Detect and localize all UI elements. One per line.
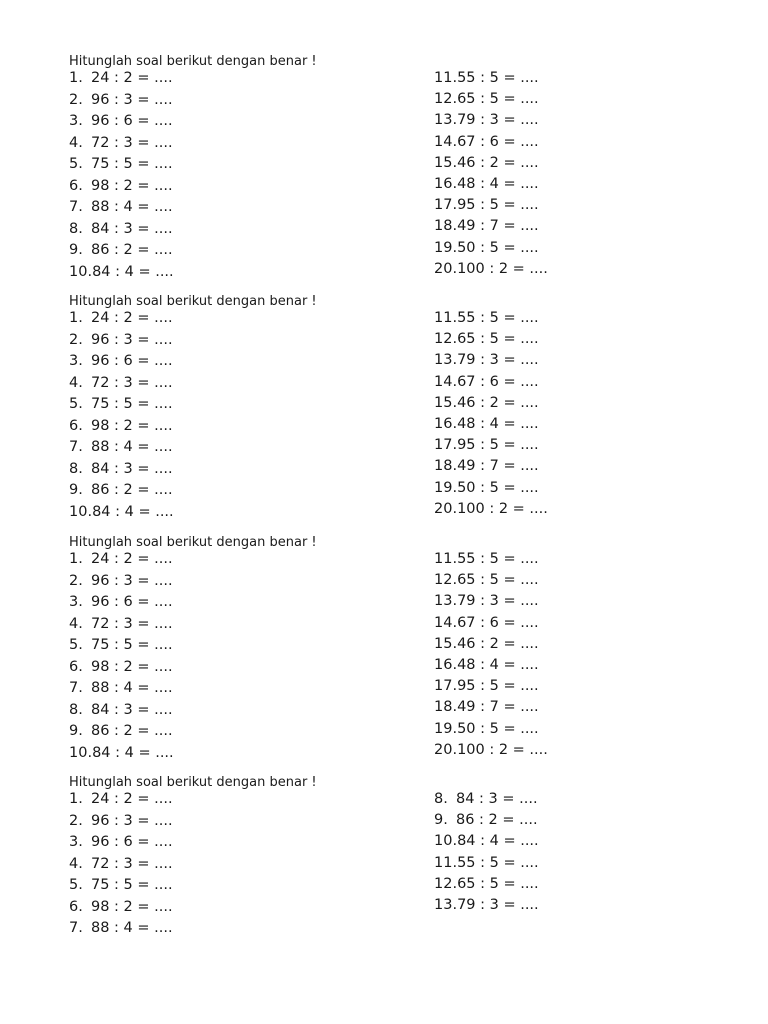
problem-number: 19. — [434, 479, 458, 496]
problem-expression: 67 : 6 = .... — [457, 614, 539, 631]
problem-item — [69, 330, 174, 352]
problem-number: 12. — [434, 91, 458, 108]
problem-expression: 55 : 5 = .... — [457, 310, 539, 326]
problem-number: 15. — [434, 635, 458, 652]
problem-expression: 96 : 6 = .... — [91, 113, 173, 129]
problem-expression: 46 : 2 = .... — [457, 635, 539, 652]
problem-expression: 55 : 5 = .... — [457, 551, 539, 567]
problem-number: 3. — [69, 113, 83, 129]
problem-number: 20. — [434, 500, 458, 517]
problem-number: 16. — [434, 656, 458, 673]
problem-expression: 84 : 3 = .... — [456, 791, 538, 807]
problem-number: 1. — [69, 70, 83, 86]
problem-expression: 84 : 4 = .... — [92, 744, 174, 761]
problem-number: 11. — [434, 70, 458, 86]
problem-expression: 48 : 4 = .... — [457, 415, 539, 432]
problem-number: 3. — [69, 594, 83, 610]
block-title: Hitunglah soal berikut dengan benar ! — [69, 535, 317, 550]
problem-number: 4. — [69, 855, 83, 872]
problem-item — [69, 657, 174, 679]
problem-item — [434, 789, 539, 810]
problem-column-left — [69, 789, 173, 940]
problem-number: 6. — [69, 658, 83, 675]
problem-item — [69, 133, 174, 155]
problem-expression: 48 : 4 = .... — [457, 656, 539, 673]
problem-item — [434, 655, 548, 676]
problem-expression: 24 : 2 = .... — [91, 310, 173, 326]
problem-number: 20. — [434, 260, 458, 277]
problem-expression: 46 : 2 = .... — [457, 154, 539, 171]
problem-number: 4. — [69, 374, 83, 391]
problem-expression: 79 : 3 = .... — [457, 896, 539, 913]
problem-expression: 67 : 6 = .... — [457, 133, 539, 150]
problem-item — [69, 240, 174, 262]
problem-number: 2. — [69, 812, 83, 829]
problem-number: 10. — [69, 503, 93, 520]
problem-number: 5. — [69, 877, 83, 893]
problem-expression: 79 : 3 = .... — [457, 593, 539, 610]
problem-item — [434, 89, 548, 110]
problem-number: 2. — [69, 572, 83, 589]
problem-item — [69, 549, 174, 571]
problem-number: 14. — [434, 373, 458, 390]
problem-number: 17. — [434, 437, 458, 454]
problem-number: 9. — [434, 812, 448, 829]
block-title: Hitunglah soal berikut dengan benar ! — [69, 54, 317, 69]
problem-item — [69, 918, 173, 940]
problem-number: 9. — [69, 242, 83, 258]
problem-item — [434, 174, 548, 195]
problem-item — [69, 700, 174, 722]
problem-item — [69, 351, 174, 373]
problem-number: 6. — [69, 898, 83, 915]
problem-number: 1. — [69, 791, 83, 807]
block-title: Hitunglah soal berikut dengan benar ! — [69, 775, 317, 790]
problem-item — [434, 372, 548, 393]
problem-number: 17. — [434, 678, 458, 695]
problem-expression: 75 : 5 = .... — [91, 637, 173, 653]
problem-item — [434, 719, 548, 740]
problem-expression: 79 : 3 = .... — [457, 112, 539, 129]
problem-item — [69, 789, 173, 811]
problem-item — [434, 259, 548, 280]
problem-expression: 88 : 4 = .... — [91, 680, 173, 696]
problem-item — [434, 499, 548, 520]
problem-item — [69, 68, 174, 90]
problem-number: 16. — [434, 415, 458, 432]
problem-expression: 49 : 7 = .... — [457, 458, 539, 475]
problem-item — [434, 110, 548, 131]
problem-expression: 86 : 2 = .... — [91, 723, 173, 739]
problem-expression: 67 : 6 = .... — [457, 373, 539, 390]
problem-item — [434, 195, 548, 216]
problem-item — [434, 414, 548, 435]
problem-expression: 100 : 2 = .... — [457, 260, 548, 277]
problem-expression: 55 : 5 = .... — [457, 70, 539, 86]
problem-number: 18. — [434, 218, 458, 235]
problem-column-right — [434, 549, 548, 761]
block-title: Hitunglah soal berikut dengan benar ! — [69, 294, 317, 309]
problem-number: 16. — [434, 175, 458, 192]
problem-item — [69, 571, 174, 593]
problem-expression: 98 : 2 = .... — [91, 177, 173, 194]
problem-item — [69, 416, 174, 438]
problem-number: 6. — [69, 177, 83, 194]
problem-number: 12. — [434, 331, 458, 348]
problem-item — [434, 308, 548, 329]
problem-item — [69, 854, 173, 876]
problem-item — [434, 68, 548, 89]
problem-expression: 88 : 4 = .... — [91, 920, 173, 936]
problem-item — [434, 549, 548, 570]
problem-number: 1. — [69, 310, 83, 326]
problem-expression: 46 : 2 = .... — [457, 394, 539, 411]
problem-item — [434, 740, 548, 761]
problem-item — [69, 219, 174, 241]
problem-column-right — [434, 68, 548, 280]
problem-expression: 86 : 2 = .... — [91, 482, 173, 498]
problem-number: 17. — [434, 197, 458, 214]
problem-item — [434, 613, 548, 634]
problem-number: 10. — [434, 833, 458, 850]
problem-item — [69, 502, 174, 524]
problem-item — [434, 874, 539, 895]
problem-expression: 49 : 7 = .... — [457, 218, 539, 235]
problem-number: 4. — [69, 615, 83, 632]
problem-expression: 24 : 2 = .... — [91, 551, 173, 567]
problem-expression: 50 : 5 = .... — [457, 479, 539, 496]
problem-expression: 65 : 5 = .... — [457, 572, 539, 589]
problem-expression: 98 : 2 = .... — [91, 898, 173, 915]
problem-expression: 86 : 2 = .... — [456, 812, 538, 829]
problem-item — [434, 350, 548, 371]
problem-item — [434, 676, 548, 697]
problem-expression: 84 : 3 = .... — [91, 220, 173, 237]
problem-item — [69, 197, 174, 219]
problem-expression: 72 : 3 = .... — [91, 615, 173, 632]
problem-expression: 96 : 3 = .... — [91, 91, 173, 108]
problem-expression: 72 : 3 = .... — [91, 374, 173, 391]
problem-number: 8. — [69, 460, 83, 477]
problem-item — [434, 216, 548, 237]
problem-expression: 65 : 5 = .... — [457, 875, 539, 892]
problem-item — [69, 111, 174, 133]
problem-item — [434, 456, 548, 477]
problem-item — [434, 132, 548, 153]
problem-column-right — [434, 789, 539, 916]
problem-expression: 48 : 4 = .... — [457, 175, 539, 192]
problem-number: 8. — [69, 220, 83, 237]
problem-number: 12. — [434, 572, 458, 589]
problem-number: 18. — [434, 458, 458, 475]
problem-number: 11. — [434, 310, 458, 326]
problem-expression: 24 : 2 = .... — [91, 791, 173, 807]
problem-expression: 98 : 2 = .... — [91, 658, 173, 675]
problem-number: 8. — [434, 791, 448, 807]
problem-item — [69, 743, 174, 765]
problem-item — [69, 875, 173, 897]
problem-item — [69, 811, 173, 833]
problem-expression: 96 : 6 = .... — [91, 834, 173, 850]
problem-number: 5. — [69, 156, 83, 172]
problem-item — [69, 437, 174, 459]
problem-expression: 88 : 4 = .... — [91, 199, 173, 215]
problem-item — [69, 897, 173, 919]
problem-expression: 100 : 2 = .... — [457, 741, 548, 758]
problem-number: 5. — [69, 637, 83, 653]
problem-expression: 98 : 2 = .... — [91, 417, 173, 434]
problem-expression: 95 : 5 = .... — [457, 678, 539, 695]
problem-expression: 24 : 2 = .... — [91, 70, 173, 86]
problem-expression: 72 : 3 = .... — [91, 134, 173, 151]
problem-expression: 95 : 5 = .... — [457, 437, 539, 454]
problem-number: 15. — [434, 154, 458, 171]
problem-item — [69, 592, 174, 614]
problem-expression: 65 : 5 = .... — [457, 91, 539, 108]
problem-item — [69, 721, 174, 743]
problem-item — [434, 238, 548, 259]
problem-number: 13. — [434, 593, 458, 610]
problem-item — [69, 480, 174, 502]
problem-expression: 50 : 5 = .... — [457, 239, 539, 256]
problem-expression: 86 : 2 = .... — [91, 242, 173, 258]
problem-number: 6. — [69, 417, 83, 434]
problem-expression: 100 : 2 = .... — [457, 500, 548, 517]
problem-number: 11. — [434, 854, 458, 871]
problem-item — [434, 895, 539, 916]
problem-number: 2. — [69, 331, 83, 348]
problem-number: 14. — [434, 614, 458, 631]
problem-item — [434, 810, 539, 831]
problem-expression: 65 : 5 = .... — [457, 331, 539, 348]
problem-number: 14. — [434, 133, 458, 150]
problem-expression: 84 : 4 = .... — [92, 263, 174, 280]
problem-number: 3. — [69, 834, 83, 850]
problem-number: 15. — [434, 394, 458, 411]
problem-item — [69, 154, 174, 176]
problem-item — [434, 153, 548, 174]
problem-number: 10. — [69, 744, 93, 761]
problem-expression: 84 : 4 = .... — [457, 833, 539, 850]
problem-item — [434, 831, 539, 852]
problem-expression: 96 : 3 = .... — [91, 572, 173, 589]
problem-number: 3. — [69, 353, 83, 369]
problem-expression: 50 : 5 = .... — [457, 720, 539, 737]
problem-number: 1. — [69, 551, 83, 567]
problem-item — [434, 570, 548, 591]
problem-expression: 88 : 4 = .... — [91, 439, 173, 455]
problem-item — [69, 262, 174, 284]
problem-number: 2. — [69, 91, 83, 108]
problem-expression: 96 : 6 = .... — [91, 353, 173, 369]
problem-expression: 84 : 3 = .... — [91, 701, 173, 718]
problem-column-left — [69, 549, 174, 764]
problem-column-left — [69, 308, 174, 523]
problem-number: 13. — [434, 352, 458, 369]
problem-column-left — [69, 68, 174, 283]
problem-expression: 49 : 7 = .... — [457, 699, 539, 716]
problem-number: 4. — [69, 134, 83, 151]
problem-item — [434, 634, 548, 655]
problem-number: 19. — [434, 720, 458, 737]
problem-item — [434, 853, 539, 874]
problem-number: 5. — [69, 396, 83, 412]
problem-expression: 96 : 3 = .... — [91, 331, 173, 348]
problem-number: 7. — [69, 199, 83, 215]
problem-item — [69, 678, 174, 700]
problem-number: 9. — [69, 723, 83, 739]
problem-expression: 75 : 5 = .... — [91, 877, 173, 893]
problem-number: 12. — [434, 875, 458, 892]
problem-number: 19. — [434, 239, 458, 256]
problem-expression: 79 : 3 = .... — [457, 352, 539, 369]
problem-number: 10. — [69, 263, 93, 280]
problem-item — [434, 478, 548, 499]
problem-number: 13. — [434, 112, 458, 129]
problem-column-right — [434, 308, 548, 520]
problem-item — [69, 373, 174, 395]
problem-item — [69, 308, 174, 330]
problem-item — [69, 459, 174, 481]
problem-expression: 84 : 4 = .... — [92, 503, 174, 520]
problem-item — [69, 614, 174, 636]
problem-expression: 84 : 3 = .... — [91, 460, 173, 477]
problem-expression: 55 : 5 = .... — [457, 854, 539, 871]
problem-item — [434, 393, 548, 414]
problem-number: 7. — [69, 680, 83, 696]
problem-expression: 75 : 5 = .... — [91, 396, 173, 412]
problem-item — [434, 591, 548, 612]
problem-number: 9. — [69, 482, 83, 498]
problem-expression: 95 : 5 = .... — [457, 197, 539, 214]
problem-number: 8. — [69, 701, 83, 718]
problem-number: 20. — [434, 741, 458, 758]
problem-item — [69, 90, 174, 112]
problem-item — [434, 329, 548, 350]
problem-number: 13. — [434, 896, 458, 913]
problem-item — [434, 435, 548, 456]
problem-item — [434, 697, 548, 718]
problem-number: 11. — [434, 551, 458, 567]
problem-expression: 96 : 3 = .... — [91, 812, 173, 829]
problem-expression: 96 : 6 = .... — [91, 594, 173, 610]
problem-expression: 72 : 3 = .... — [91, 855, 173, 872]
problem-number: 18. — [434, 699, 458, 716]
problem-expression: 75 : 5 = .... — [91, 156, 173, 172]
problem-item — [69, 635, 174, 657]
problem-number: 7. — [69, 920, 83, 936]
problem-number: 7. — [69, 439, 83, 455]
problem-item — [69, 832, 173, 854]
problem-item — [69, 394, 174, 416]
problem-item — [69, 176, 174, 198]
